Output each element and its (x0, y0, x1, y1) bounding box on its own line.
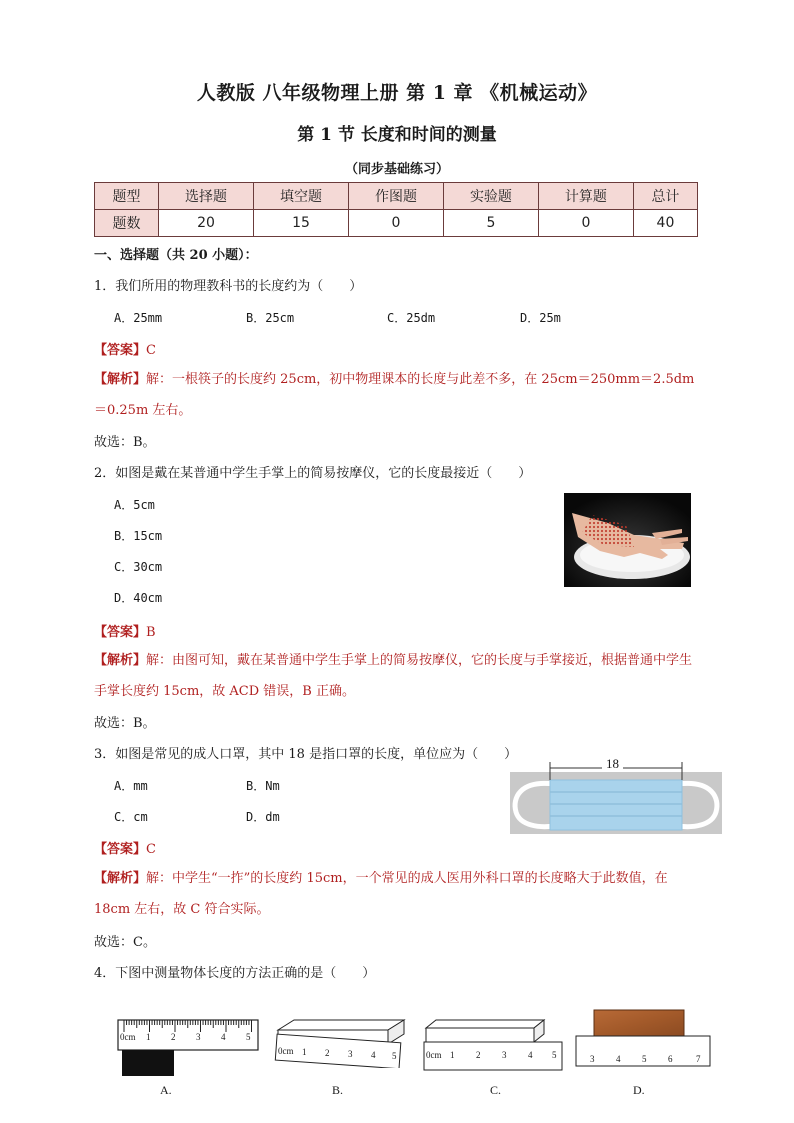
question-3-stem (94, 743, 517, 762)
question-1-stem (94, 275, 362, 294)
analysis-tag: 【解析】 (94, 372, 147, 387)
table-cell: 0 (348, 210, 443, 237)
option-c: C．25dm (387, 311, 436, 325)
tick-label: 5 (642, 1054, 647, 1064)
answer-tag: 【答案】 (94, 625, 147, 640)
figure-label-b: B. (332, 1083, 344, 1097)
analysis-text: 解：中学生“一拃”的长度约 15cm，一个常见的成人医用外科口罩的长度略大于此数值，在 18cm 左右，故 C 符合实际。 (94, 871, 668, 917)
practice-label: （同步基础练习） (344, 162, 449, 177)
question-text: 4．下图中测量物体长度的方法正确的是（ ） (94, 966, 376, 981)
tick-label: 3 (590, 1054, 595, 1064)
answer-tag: 【答案】 (94, 842, 147, 857)
section-subtitle: 第 1 节 长度和时间的测量 (297, 125, 497, 145)
question-text: 3．如图是常见的成人口罩，其中 18 是指口罩的长度，单位应为（ ） (94, 747, 518, 762)
table-cell: 40 (633, 210, 697, 237)
analysis-1 (94, 364, 704, 426)
tick-label: 4 (371, 1050, 376, 1060)
question-type-table (94, 182, 698, 237)
answer-value: B (146, 625, 156, 640)
option-b: B．Nm (246, 779, 280, 793)
tick-label: 4 (221, 1032, 226, 1042)
answer-tag: 【答案】 (94, 343, 147, 358)
answer-value: C (146, 842, 156, 857)
tick-label: 3 (348, 1049, 353, 1059)
document-title: 人教版 八年级物理上册 第 1 章 《机械运动》 (196, 82, 598, 104)
figure-label-a: A. (160, 1083, 172, 1097)
figure-label-d: D. (633, 1083, 645, 1097)
answer-3 (94, 838, 156, 857)
table-header-cell: 作图题 (348, 183, 443, 210)
question-text: 1．我们所用的物理教科书的长度约为（ ） (94, 279, 363, 294)
choose-2: 故选：B。 (94, 716, 156, 731)
tick-label: 2 (325, 1048, 330, 1058)
table-header-cell: 计算题 (538, 183, 633, 210)
tick-label: 1 (146, 1032, 151, 1042)
tick-label: 3 (502, 1050, 507, 1060)
table-cell: 15 (254, 210, 349, 237)
option-d: D．dm (246, 810, 280, 824)
option-c: C．30cm (114, 560, 163, 574)
analysis-tag: 【解析】 (94, 653, 147, 668)
tick-label: 6 (668, 1054, 673, 1064)
tick-label: 2 (476, 1050, 481, 1060)
analysis-2 (94, 645, 704, 707)
option-c: C．cm (114, 810, 148, 824)
table-header-row (95, 183, 698, 210)
table-header-cell: 填空题 (254, 183, 349, 210)
question-4-stem (94, 962, 375, 981)
tick-label: 2 (171, 1032, 176, 1042)
tick-label: 5 (392, 1051, 397, 1061)
tick-label: 7 (696, 1054, 701, 1064)
section-heading: 一、选择题（共 20 小题）： (94, 248, 258, 263)
option-b: B．15cm (114, 529, 163, 543)
analysis-tag: 【解析】 (94, 871, 147, 886)
option-a: A．mm (114, 779, 148, 793)
tick-label: 4 (616, 1054, 621, 1064)
option-d: D．25m (520, 311, 561, 325)
ruler-figure-b (272, 1016, 406, 1068)
table-cell: 20 (159, 210, 254, 237)
answer-1 (94, 339, 156, 358)
choose-1: 故选：B。 (94, 435, 156, 450)
answer-value: C (146, 343, 156, 358)
tick-label: 1 (302, 1047, 307, 1057)
analysis-3 (94, 863, 704, 925)
option-b: B．25cm (246, 311, 295, 325)
table-header-cell: 题型 (95, 183, 159, 210)
mask-length-label: 18 (602, 758, 623, 772)
choose-3: 故选：C。 (94, 935, 156, 950)
option-a: A．5cm (114, 498, 155, 512)
table-cell: 5 (443, 210, 538, 237)
table-header-cell: 总计 (633, 183, 697, 210)
face-mask-image (510, 758, 722, 834)
table-row (95, 210, 698, 237)
ruler-unit: 0cm (426, 1050, 442, 1060)
question-text: 2．如图是戴在某普通中学生手掌上的简易按摩仪，它的长度最接近（ ） (94, 466, 532, 481)
ruler-figure-d (574, 1008, 712, 1072)
table-header-cell: 选择题 (159, 183, 254, 210)
option-d: D．40cm (114, 591, 163, 605)
ruler-figure-c (420, 1016, 564, 1072)
table-cell: 题数 (95, 210, 159, 237)
tick-label: 1 (450, 1050, 455, 1060)
table-header-cell: 实验题 (443, 183, 538, 210)
tick-label: 3 (196, 1032, 201, 1042)
analysis-text: 解：一根筷子的长度约 25cm，初中物理课本的长度与此差不多，在 25cm＝250mm＝2.5dm＝0.25m 左右。 (94, 372, 695, 418)
massager-hand-image (564, 493, 691, 587)
ruler-unit: 0cm (278, 1046, 294, 1056)
analysis-text: 解：由图可知，戴在某普通中学生手掌上的简易按摩仪，它的长度与手掌接近，根据普通中学生手掌长度约 15cm，故 ACD 错误，B 正确。 (94, 653, 693, 699)
figure-label-c: C. (490, 1083, 502, 1097)
tick-label: 5 (552, 1050, 557, 1060)
tick-label: 4 (528, 1050, 533, 1060)
question-2-stem (94, 462, 531, 481)
ruler-unit: 0cm (120, 1032, 136, 1042)
ruler-figure-a (116, 1018, 262, 1078)
table-cell: 0 (538, 210, 633, 237)
answer-2 (94, 621, 156, 640)
tick-label: 5 (246, 1032, 251, 1042)
option-a: A．25mm (114, 311, 163, 325)
